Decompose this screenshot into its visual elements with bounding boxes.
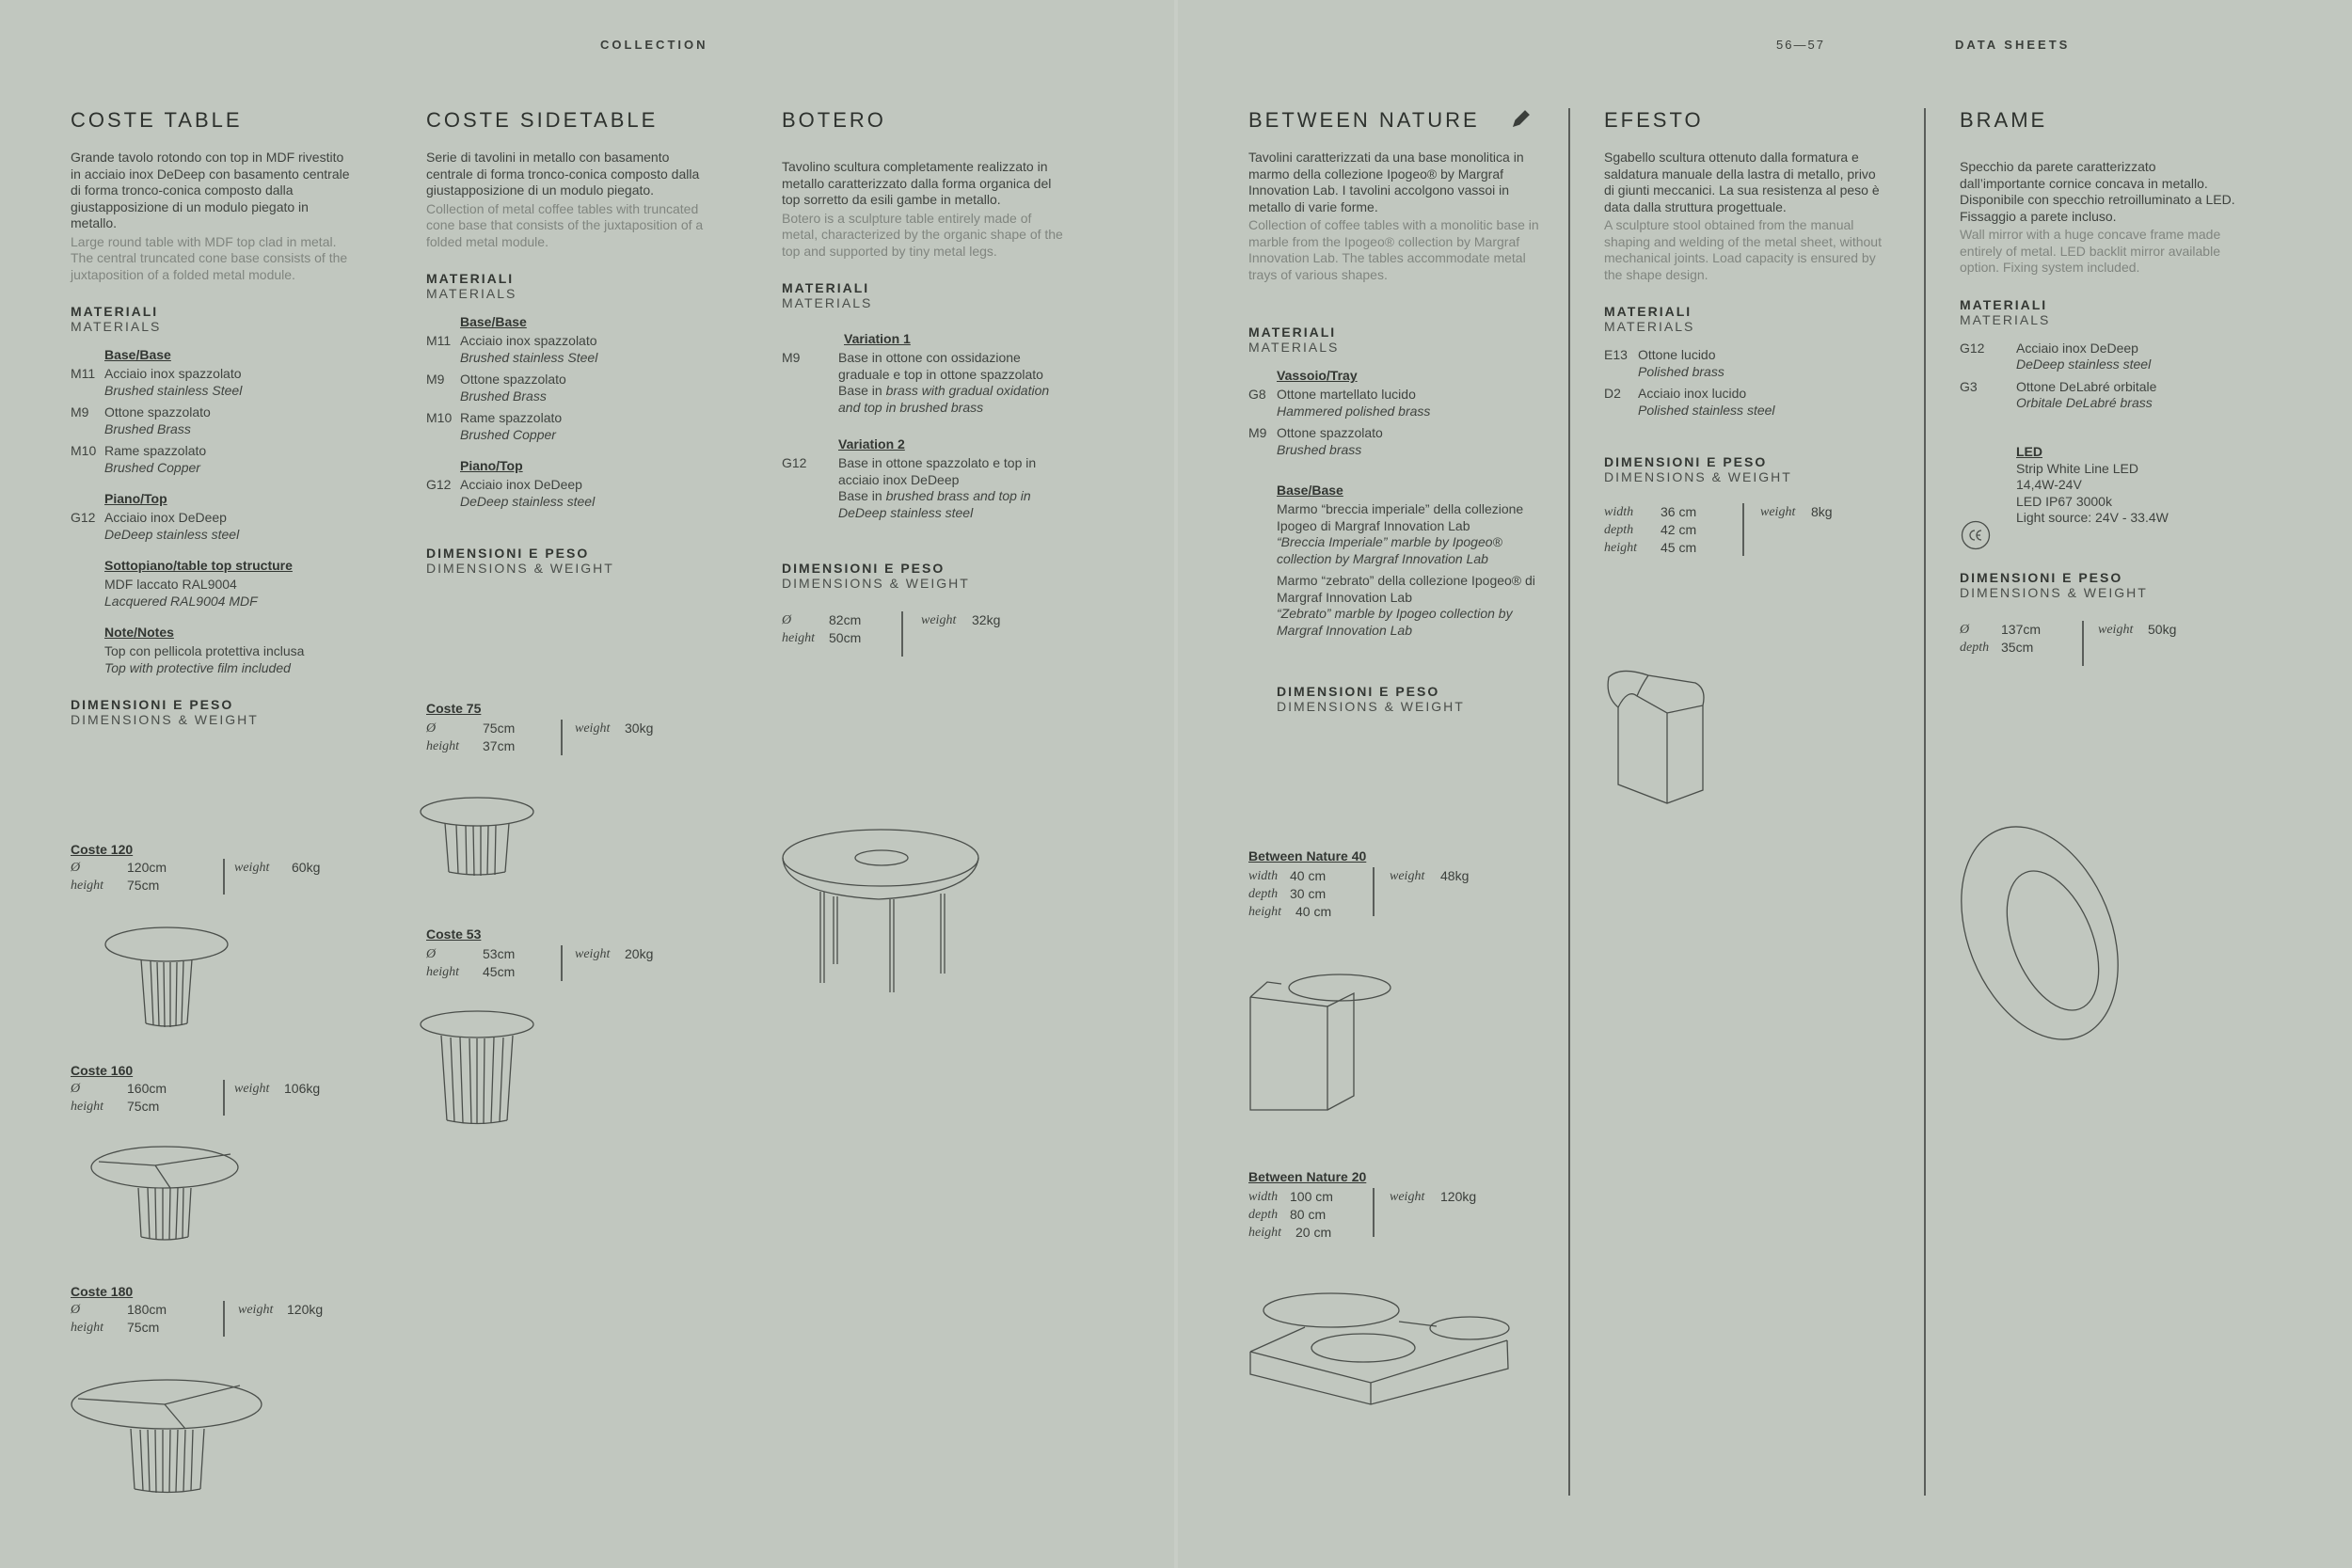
material-item: MDF laccato RAL9004 Lacquered RAL9004 MDF — [104, 577, 258, 609]
between-nature-desc-it: Tavolini caratterizzati da una base monolitica in marmo della collezione Ipogeo® by Margraf Innovation Lab. I tavolini accolgono vassoi in metallo di varie forme. — [1248, 150, 1524, 214]
size-block-between-nature-20: Between Nature 20 width 100 cm depth 80 cm height 20 cm weight 120kg — [1248, 1169, 1477, 1240]
brame-column — [1960, 108, 2242, 668]
size-block-coste-53: Coste 53 Ø 53cm height 45cm weight 20kg — [426, 927, 654, 979]
coste-sidetable-desc-en: Collection of metal coffee tables with truncated cone base that consists of the juxtaposition of a folded metal module. — [426, 200, 704, 249]
coste-table-title: COSTE TABLE — [71, 108, 243, 132]
materials-heading: MATERIALS — [1248, 340, 1340, 355]
botero-desc-en: Botero is a sculpture table entirely made of metal, characterized by the organic shape of the top and supported by tiny metal legs. — [782, 210, 1063, 259]
material-item: G12 Acciaio inox DeDeep DeDeep stainless steel — [1960, 340, 2152, 372]
material-item: G3 Ottone DeLabré orbitale Orbitale DeLabré brass — [1960, 378, 2157, 410]
brame-dims: Ø 137cm depth 35cm weight 50kg — [1960, 621, 2242, 668]
size-block-coste-120: Coste 120 Ø 120cm height 75cm weight 60kg — [71, 842, 321, 893]
page-numbers: 56—57 — [1776, 38, 1825, 52]
led-specs: Strip White Line LED 14,4W-24V LED IP67 3000k Light source: 24V - 33.4W — [2016, 460, 2169, 525]
pencil-icon[interactable] — [1511, 108, 1532, 134]
materiali-heading: MATERIALI — [426, 271, 515, 286]
between-nature-20-drawing — [1248, 1284, 1521, 1411]
botero-drawing — [781, 828, 988, 997]
ce-mark-icon — [1961, 520, 1991, 555]
coste-table-desc-it: Grande tavolo rotondo con top in MDF rivestito in acciaio inox DeDeep con basamento centrale di forma tronco-conica composto dalla giustapposizione di un modulo piegato in metallo. — [71, 150, 350, 230]
size-block-coste-75: Coste 75 Ø 75cm height 37cm weight 30kg — [426, 701, 654, 753]
materiali-heading: MATERIALI — [71, 304, 159, 319]
botero-column — [782, 108, 1064, 657]
materiali-heading: MATERIALI — [1248, 325, 1337, 340]
materials-heading: MATERIALS — [1960, 311, 2051, 327]
led-label: LED — [2016, 443, 2042, 459]
variation-2-label: Variation 2 — [838, 436, 905, 451]
tray-label: Vassoio/Tray — [1277, 368, 1358, 383]
materials-heading: MATERIALS — [71, 319, 162, 334]
left-page — [0, 0, 1174, 1568]
base-label: Base/Base — [1277, 483, 1343, 498]
header-collection: COLLECTION — [600, 38, 708, 52]
between-nature-title: BETWEEN NATURE — [1248, 108, 1480, 132]
material-item: D2 Acciaio inox lucido Polished stainless steel — [1604, 386, 1775, 418]
materiali-heading: MATERIALI — [782, 280, 870, 295]
notes-label: Note/Notes — [104, 625, 174, 640]
between-nature-40-drawing — [1248, 969, 1408, 1119]
botero-dims: Ø 82cm height 50cm weight 32kg — [782, 611, 1064, 657]
coste-180-drawing — [71, 1378, 268, 1496]
top-label: Piano/Top — [104, 491, 167, 506]
coste-160-drawing — [89, 1143, 249, 1242]
material-item: E13 Ottone lucido Polished brass — [1604, 347, 1724, 379]
between-nature-desc-en: Collection of coffee tables with a monolitic base in marble from the Ipogeo® collection by Margraf Innovation Lab. The tables accommodate metal trays of various shapes. — [1248, 217, 1539, 282]
materials-heading: MATERIALS — [426, 286, 517, 301]
material-item: M11 Acciaio inox spazzolato Brushed stainless Steel — [71, 366, 243, 398]
coste-sidetable-desc-it: Serie di tavolini in metallo con basamento centrale di forma tronco-conica composto dalla giustapposizione di un modulo piegato. — [426, 150, 700, 198]
header-data-sheets: DATA SHEETS — [1955, 38, 2071, 52]
dimensions-heading: DIMENSIONS & WEIGHT — [71, 712, 259, 727]
coste-sidetable-column — [426, 108, 708, 576]
material-item: G12 Acciaio inox DeDeep DeDeep stainless steel — [71, 510, 240, 542]
material-item: G12 Acciaio inox DeDeep DeDeep stainless steel — [426, 477, 596, 509]
brame-drawing — [1957, 826, 2126, 1042]
coste-120-drawing — [99, 922, 240, 1030]
materiali-heading: MATERIALI — [1604, 304, 1692, 319]
material-item: M10 Rame spazzolato Brushed Copper — [71, 443, 207, 475]
material-item: Marmo “breccia imperiale” della collezione Ipogeo di Margraf Innovation Lab “Breccia Imperiale” marble by Ipogeo® collection by Margraf Innovation Lab Marmo “zebrato” della collezione Ipogeo® di Margraf Innovation Lab “Zebrato” marble by Ipogeo collection by Margraf Innovation Lab — [1277, 501, 1535, 638]
botero-desc-it: Tavolino scultura completamente realizzato in metallo caratterizzato dalla forma organica del top sorretto da esili gambe in metallo. — [782, 159, 1052, 207]
coste-75-drawing — [419, 795, 541, 879]
dimensions-heading: DIMENSIONS & WEIGHT — [426, 561, 614, 576]
dimensioni-heading: DIMENSIONI E PESO — [1604, 454, 1768, 469]
material-item: M9 Base in ottone con ossidazione graduale e top in ottone spazzolato Base in brass with gradual oxidation and top in brushed brass — [782, 350, 1050, 415]
top-label: Piano/Top — [460, 458, 523, 473]
column-divider — [1568, 108, 1570, 1496]
coste-sidetable-title: COSTE SIDETABLE — [426, 108, 659, 132]
material-item: M9 Ottone spazzolato Brushed Brass — [426, 372, 566, 404]
dimensioni-heading: DIMENSIONI E PESO — [1960, 569, 2123, 585]
material-item: M9 Ottone spazzolato Brushed brass — [1248, 425, 1383, 457]
dimensions-heading: DIMENSIONS & WEIGHT — [1604, 469, 1792, 484]
size-block-coste-160: Coste 160 Ø 160cm height 75cm weight 106kg — [71, 1063, 321, 1114]
brame-desc-en: Wall mirror with a huge concave frame made entirely of metal. LED backlit mirror available option. Fixing system included. — [1960, 227, 2221, 275]
botero-title: BOTERO — [782, 108, 886, 132]
base-label: Base/Base — [460, 314, 527, 329]
size-block-coste-180: Coste 180 Ø 180cm height 75cm weight 120kg — [71, 1284, 324, 1335]
dimensioni-heading: DIMENSIONI E PESO — [1277, 684, 1440, 699]
dimensions-heading: DIMENSIONS & WEIGHT — [1277, 699, 1465, 714]
material-item: M10 Rame spazzolato Brushed Copper — [426, 410, 563, 442]
size-block-between-nature-40: Between Nature 40 width 40 cm depth 30 cm height 40 cm weight 48kg — [1248, 848, 1470, 919]
material-item: G12 Base in ottone spazzolato e top in acciaio inox DeDeep Base in brushed brass and top in DeDeep stainless steel — [782, 455, 1037, 520]
dimensioni-heading: DIMENSIONI E PESO — [782, 561, 946, 576]
efesto-desc-it: Sgabello scultura ottenuto dalla formatura e saldatura manuale della lastra di metallo, privo di giunti meccanici. La sua resistenza al peso è data dalla struttura progettuale. — [1604, 150, 1880, 214]
between-nature-column — [1248, 108, 1540, 714]
dimensions-heading: DIMENSIONS & WEIGHT — [782, 576, 970, 591]
notes-item: Top con pellicola protettiva inclusa Top with protective film included — [104, 643, 305, 675]
brame-title: BRAME — [1960, 108, 2048, 132]
efesto-desc-en: A sculpture stool obtained from the manual shaping and welding of the metal sheet, without mechanical joints. Load capacity is ensured by the shape design. — [1604, 217, 1882, 282]
material-item: M11 Acciaio inox spazzolato Brushed stainless Steel — [426, 333, 598, 365]
coste-53-drawing — [419, 1009, 541, 1132]
coste-table-desc-en: Large round table with MDF top clad in metal. The central truncated cone base consists of the juxtaposition of a folded metal module. — [71, 233, 348, 282]
material-item: G8 Ottone martellato lucido Hammered polished brass — [1248, 387, 1431, 419]
coste-table-column — [71, 108, 353, 727]
efesto-dims: width 36 cm depth 42 cm height 45 cm weight 8kg — [1604, 504, 1833, 555]
efesto-drawing — [1601, 668, 1714, 809]
sottopiano-label: Sottopiano/table top structure — [104, 558, 293, 573]
right-page — [1178, 0, 2352, 1568]
dimensioni-heading: DIMENSIONI E PESO — [426, 546, 590, 561]
efesto-column — [1604, 108, 1886, 560]
base-label: Base/Base — [104, 347, 171, 362]
variation-1-label: Variation 1 — [844, 331, 911, 346]
material-item: M9 Ottone spazzolato Brushed Brass — [71, 404, 211, 436]
dimensions-heading: DIMENSIONS & WEIGHT — [1960, 584, 2148, 600]
brame-desc-it: Specchio da parete caratterizzato dall’importante cornice concava in metallo. Disponibile con specchio retroilluminato a LED. Fissaggio a parete incluso. — [1960, 159, 2235, 224]
dimensioni-heading: DIMENSIONI E PESO — [71, 697, 234, 712]
efesto-title: EFESTO — [1604, 108, 1704, 132]
materiali-heading: MATERIALI — [1960, 296, 2048, 312]
column-divider — [1924, 108, 1926, 1496]
materials-heading: MATERIALS — [782, 295, 873, 310]
materials-heading: MATERIALS — [1604, 319, 1695, 334]
